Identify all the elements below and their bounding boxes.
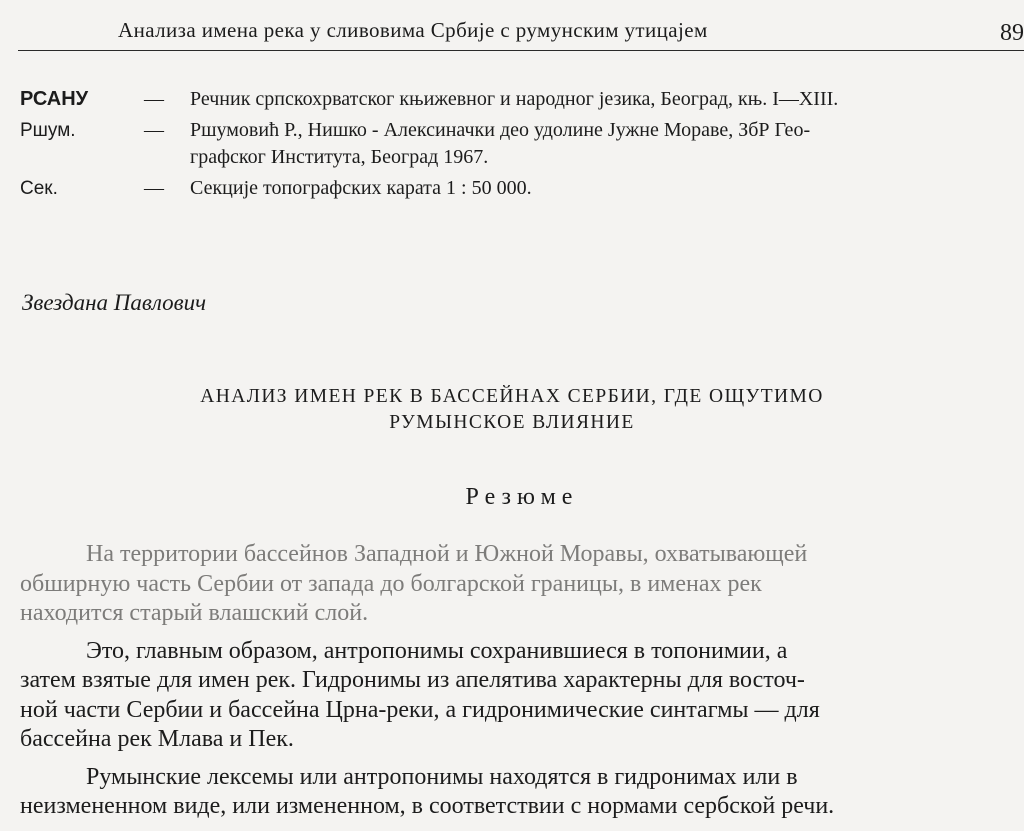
article-title-line: РУМЫНСКОЕ ВЛИЯНИЕ (389, 412, 635, 433)
abbreviation-dash: — (144, 119, 164, 141)
summary-paragraph (20, 540, 1024, 629)
author-name: Звездана Павлович (22, 290, 207, 315)
text-line: бассейна рек Млава и Пек. (20, 726, 294, 752)
page-number: 89 (1000, 20, 1024, 46)
abbreviation-entry (20, 175, 1024, 202)
text-line: ной части Сербии и бассейна Црна-реки, а гидронимические синтагмы — для (20, 696, 820, 723)
abbreviation-entry (20, 117, 1024, 171)
text-line: затем взятые для имен рек. Гидронимы из апелятива характерны для восточ- (20, 667, 805, 693)
abbreviation-text: Речник српскохрватског књижевног и народног језика, Београд, књ. I—XIII. (190, 88, 839, 110)
text-line: неизмененном виде, или измененном, в соответствии с нормами сербской речи. (20, 793, 835, 819)
abbreviation-text: Секције топографских карата 1 : 50 000. (190, 177, 532, 199)
summary-paragraph (20, 637, 1024, 755)
abbreviation-entry (20, 86, 1024, 113)
abbreviation-key: Сек. (20, 178, 58, 199)
summary-paragraph (20, 763, 1024, 822)
text-line: находится старый влашский слой. (20, 600, 369, 626)
running-title: Анализа имена река у сливовима Србије с румунским утицајем (118, 18, 708, 42)
abbreviation-dash: — (144, 88, 164, 110)
abbreviation-key: РСАНУ (20, 88, 89, 110)
text-line: обширную часть Сербии от запада до болгарской границы, в именах рек (20, 570, 762, 597)
text-line: На территории бассейнов Западной и Южной Моравы, охватывающей (86, 541, 808, 567)
abbreviation-dash: — (144, 177, 164, 199)
running-head (18, 14, 1024, 51)
article-title (0, 384, 1024, 436)
abbreviation-text-continued: графског Института, Београд 1967. (190, 146, 489, 168)
abbreviation-key: Ршум. (20, 120, 76, 141)
text-line: Это, главным образом, антропонимы сохранившиеся в топонимии, а (86, 637, 788, 664)
summary-body (20, 540, 1024, 822)
abbreviation-text: Ршумовић Р., Нишко - Алексиначки део удолине Јужне Мораве, ЗбР Гео- (190, 119, 811, 141)
abbreviation-list (20, 86, 1024, 206)
resume-heading: Резюме (465, 484, 579, 510)
text-line: Румынские лексемы или антропонимы находятся в гидронимах или в (86, 763, 798, 790)
article-title-line: АНАЛИЗ ИМЕН РЕК В БАССЕЙНАХ СЕРБИИ, ГДЕ ОЩУТИМО (200, 386, 824, 407)
